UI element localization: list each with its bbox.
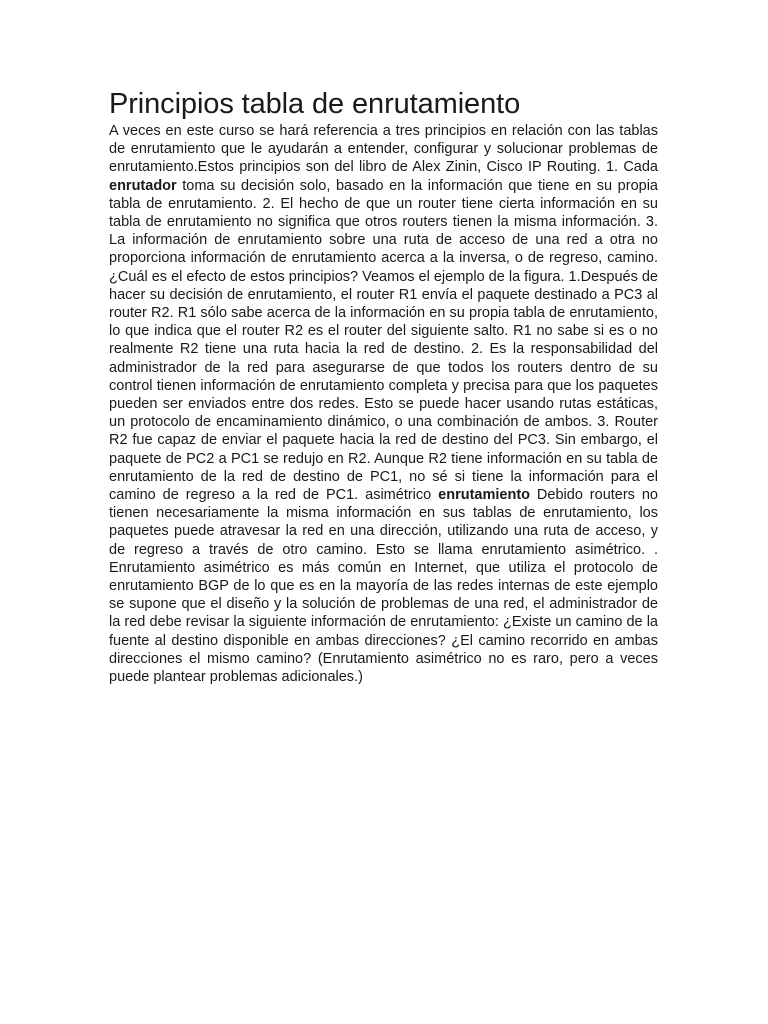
text-run: Debido routers no tienen necesariamente la misma información en sus tablas de enrutamiento, los paquetes puede atravesar la red en una dirección, utilizando una ruta de acceso, y de regreso a través de otro camino. Esto se llama enrutamiento asimétrico. . Enrutamiento asimétrico es más común en Internet, que utiliza el protocolo de enrutamiento BGP de lo que es en la mayoría de las redes internas de este ejemplo se supone que el diseño y la solución de problemas de una red, el administrador de la red debe revisar la siguiente información de enrutamiento: ¿Existe un camino de la fuente al destino disponible en ambas direcciones? ¿El camino recorrido en ambas direcciones el mismo camino? (Enrutamiento asimétrico no es raro, pero a veces puede plantear problemas adicionales.)	[109, 487, 658, 686]
text-run: A veces en este curso se hará referencia a tres principios en relación con las tablas de enrutamiento que le ayudarán a entender, configurar y solucionar problemas de enrutamiento.Estos principios son del libro de Alex Zinin, Cisco IP Routing. 1. Cada	[109, 123, 658, 176]
text-run: toma su decisión solo, basado en la información que tiene en su propia tabla de enrutamiento. 2. El hecho de que un router tiene cierta información en su tabla de enrutamiento no significa que otros routers tienen la misma información. 3. La información de enrutamiento sobre una ruta de acceso de una red a otra no proporciona información de enrutamiento acerca a la inversa, o de regreso, camino. ¿Cuál es el efecto de estos principios? Veamos el ejemplo de la figura. 1.Después de hacer su decisión de enrutamiento, el router R1 envía el paquete destinado a PC3 al router R2. R1 sólo sabe acerca de la información en su propia tabla de enrutamiento, lo que indica que el router R2 es el router del siguiente salto. R1 no sabe si es o no realmente R2 tiene una ruta hacia la red de destino. 2. Es la responsabilidad del administrador de la red para asegurarse de que todos los routers dentro de su control tienen información de enrutamiento completa y precisa para que los paquetes pueden ser enviados entre dos redes. Esto se puede hacer usando rutas estáticas, un protocolo de encaminamiento dinámico, o una combinación de ambos. 3. Router R2 fue capaz de enviar el paquete hacia la red de destino del PC3. Sin embargo, el paquete de PC2 a PC1 se redujo en R2. Aunque R2 tiene información en su tabla de enrutamiento de la red de destino de PC1, no sé si tiene la información para el camino de regreso a la red de PC1. asimétrico	[109, 177, 658, 504]
bold-term-enrutamiento: enrutamiento	[438, 487, 530, 504]
bold-term-enrutador: enrutador	[109, 177, 177, 194]
body-paragraph	[109, 122, 658, 686]
page-title: Principios tabla de enrutamiento	[109, 88, 521, 120]
